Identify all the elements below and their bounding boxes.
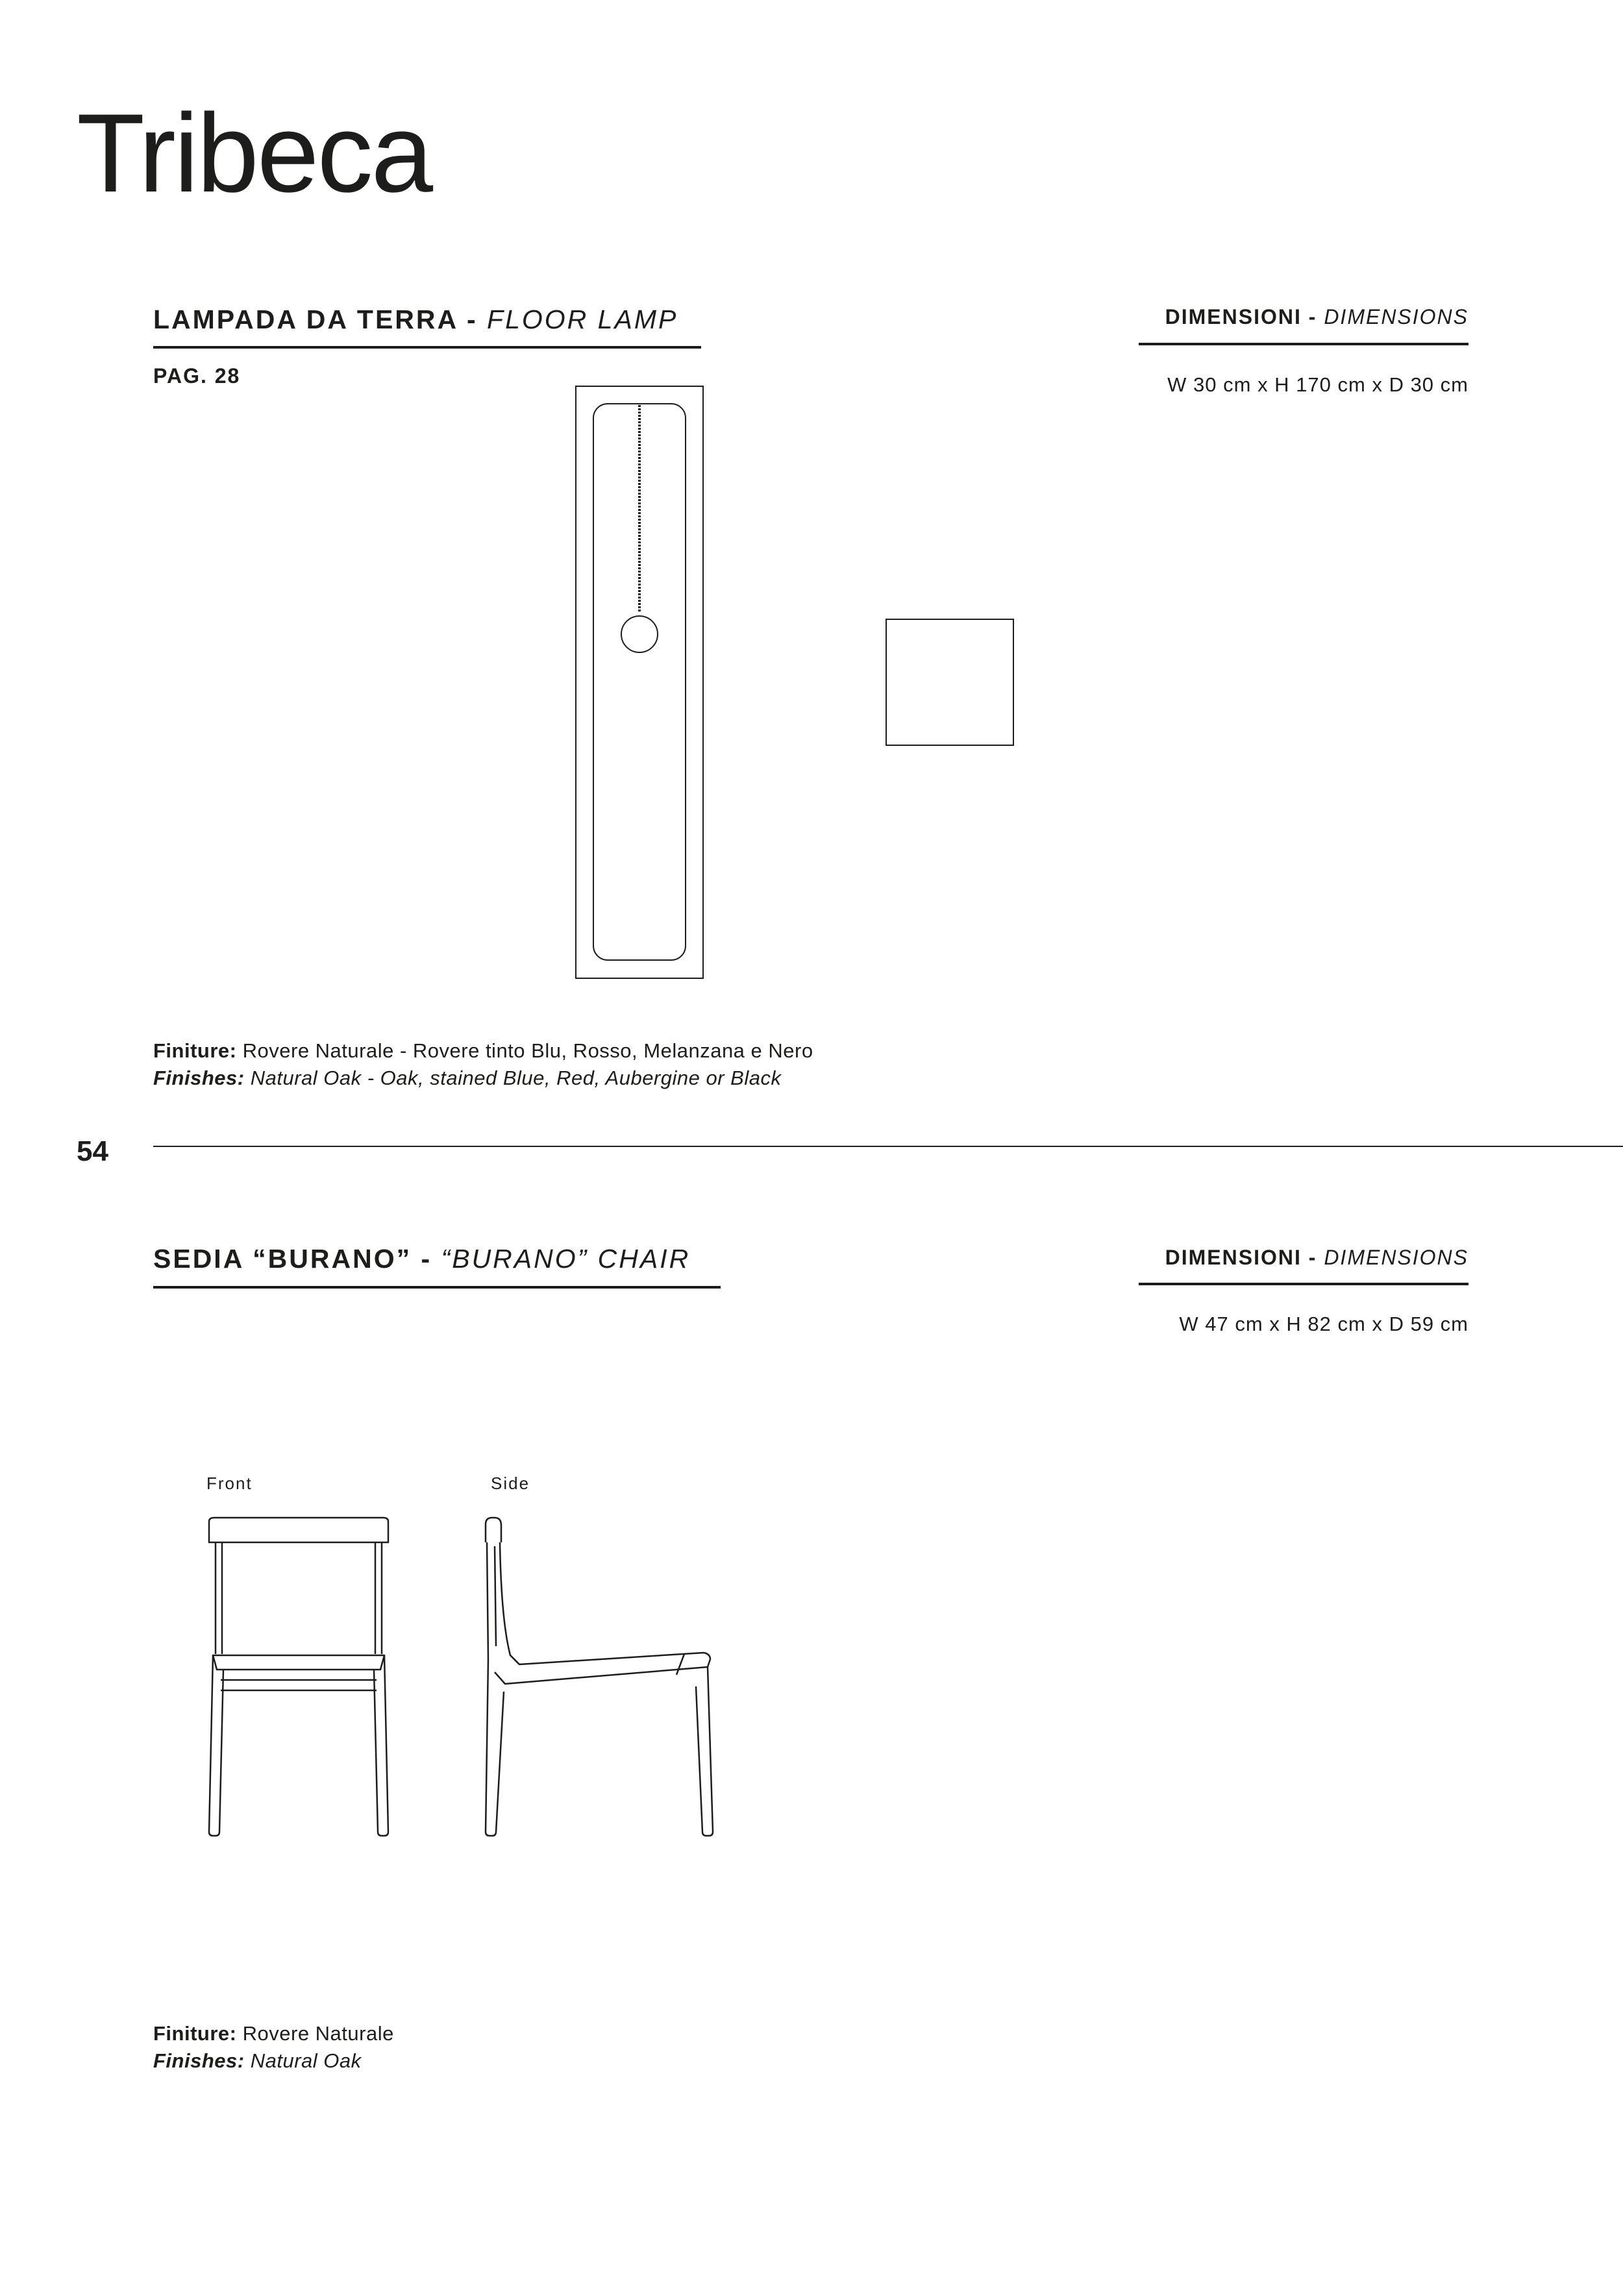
chair-front-backrest <box>209 1518 388 1542</box>
chair-front-seat <box>213 1655 384 1670</box>
chair-side-back-cap <box>486 1518 501 1542</box>
chair-finishes-label-italian: Finiture: <box>153 2022 237 2045</box>
chair-dimensions-underline <box>1139 1283 1468 1285</box>
lamp-dimensions-label-english: DIMENSIONS <box>1324 305 1468 328</box>
chair-section-title <box>153 1246 690 1272</box>
chair-side-back-curve <box>500 1542 519 1664</box>
lamp-title-english: FLOOR LAMP <box>487 304 678 334</box>
chair-front-right-leg <box>374 1655 388 1836</box>
lamp-title-underline <box>153 346 701 349</box>
chair-front-left-leg <box>209 1655 223 1836</box>
chair-front-label: Front <box>206 1474 253 1493</box>
chair-front-drawing <box>201 1516 396 1841</box>
lamp-dimensions-heading <box>1165 306 1468 327</box>
lamp-title-italian: LAMPADA DA TERRA - <box>153 304 478 334</box>
chair-side-seat-joint <box>676 1654 684 1675</box>
lamp-dimensions-underline <box>1139 343 1468 345</box>
section-divider <box>153 1146 1623 1147</box>
chair-dimensions-label-italian: DIMENSIONI - <box>1165 1246 1317 1269</box>
chair-side-back-inner-line <box>495 1546 496 1646</box>
lamp-dimensions-value: W 30 cm x H 170 cm x D 30 cm <box>1167 373 1468 396</box>
chair-side-front-leg <box>696 1667 713 1836</box>
lamp-finishes-english <box>153 1068 781 1088</box>
lamp-front-drawing <box>575 386 705 980</box>
chair-dimensions-heading <box>1165 1247 1468 1268</box>
lamp-bulb <box>621 616 658 652</box>
chair-dimensions-value: W 47 cm x H 82 cm x D 59 cm <box>1179 1313 1468 1335</box>
chair-title-underline <box>153 1286 721 1289</box>
chair-finishes-text-english: Natural Oak <box>250 2049 362 2072</box>
chair-title-english: “BURANO” CHAIR <box>441 1244 691 1274</box>
chair-side-label: Side <box>491 1474 530 1493</box>
chair-finishes-italian <box>153 2023 394 2043</box>
lamp-finishes-label-italian: Finiture: <box>153 1039 237 1062</box>
lamp-page-reference: PAG. 28 <box>153 364 241 388</box>
chair-side-drawing <box>479 1516 719 1841</box>
chair-finishes-label-english: Finishes: <box>153 2049 245 2072</box>
chair-finishes-text-italian: Rovere Naturale <box>242 2022 394 2045</box>
page-number: 54 <box>77 1135 108 1167</box>
lamp-dimensions-label-italian: DIMENSIONI - <box>1165 305 1317 328</box>
lamp-top-view-drawing <box>886 619 1015 747</box>
chair-finishes-english <box>153 2051 362 2071</box>
lamp-finishes-text-italian: Rovere Naturale - Rovere tinto Blu, Rosso, Melanzana e Nero <box>242 1039 813 1062</box>
lamp-finishes-label-english: Finishes: <box>153 1067 245 1089</box>
lamp-section-title <box>153 306 678 333</box>
chair-side-seat <box>495 1653 710 1684</box>
lamp-finishes-italian <box>153 1041 813 1061</box>
chair-dimensions-label-english: DIMENSIONS <box>1324 1246 1468 1269</box>
chair-title-italian: SEDIA “BURANO” - <box>153 1244 432 1274</box>
lamp-finishes-text-english: Natural Oak - Oak, stained Blue, Red, Aubergine or Black <box>250 1067 782 1089</box>
lamp-top-view-square <box>886 619 1013 745</box>
brand-title: Tribeca <box>77 91 432 216</box>
